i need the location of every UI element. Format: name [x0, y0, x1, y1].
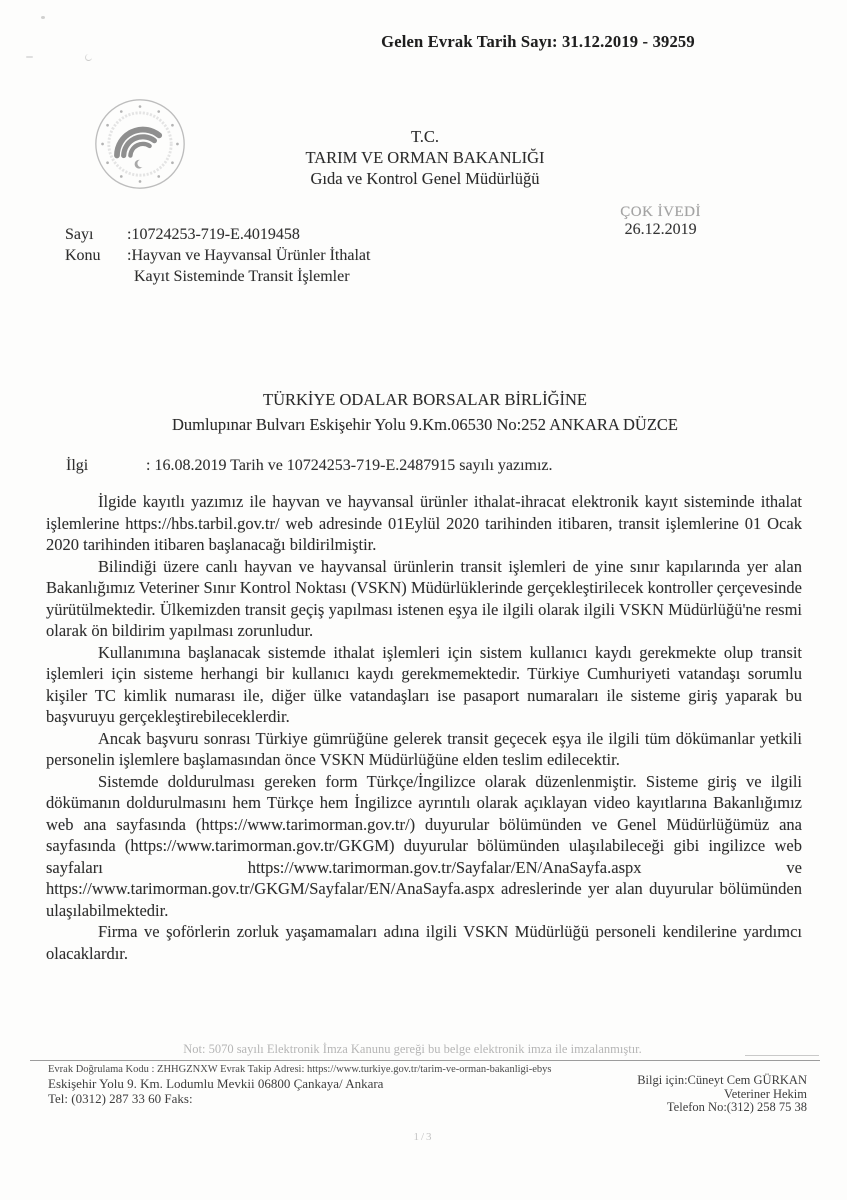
recipient-name: TÜRKİYE ODALAR BORSALAR BİRLİĞİNE — [262, 390, 588, 409]
recipient-block — [115, 387, 735, 437]
contact-phone: Telefon No:(312) 258 75 38 — [666, 1100, 807, 1114]
footer-telephone: Tel: (0312) 287 33 60 Faks: — [48, 1091, 193, 1106]
footer-left-block — [48, 1064, 551, 1106]
scan-artifact — [85, 54, 92, 61]
konu-value — [127, 245, 370, 287]
incoming-document-stamp: Gelen Evrak Tarih Sayı: 31.12.2019 - 39259 — [381, 32, 695, 51]
recipient-address: Dumlupınar Bulvarı Eskişehir Yolu 9.Km.06530 No:252 ANKARA DÜZCE — [171, 415, 678, 434]
body-paragraph: Bilindiği üzere canlı hayvan ve hayvansal ürünlerin transit işlemleri de yine sınır kapılarında yer alan Bakanlığımız Veteriner Sınır Kontrol Noktası (VSKN) Müdürlüklerinde gerçekleştirilecek kontroller çerçevesinde yürütülmektedir. Ülkemizden transit geçiş yapılması istenen eşya ile ilgili olarak ilgili VSKN Müdürlüğü'ne resmi olarak ön bildirim yapılması zorunludur. — [46, 556, 802, 640]
konu-label: Konu — [65, 247, 101, 264]
letter-body — [46, 491, 802, 964]
verification-code-line: Evrak Doğrulama Kodu : ZHHGZNXW Evrak Takip Adresi: https://www.turkiye.gov.tr/tarim-ve-orman-bakanligi-ebys — [48, 1064, 552, 1075]
electronic-signature-note: Not: 5070 sayılı Elektronik İmza Kanunu gereği bu belge elektronik imza ile imzalanmıştır. — [183, 1042, 642, 1056]
sayi-value: :10724253-719-E.4019458 — [127, 226, 300, 243]
body-paragraph: Firma ve şoförlerin zorluk yaşamamaları adına ilgili VSKN Müdürlüğü personeli kendilerine yardımcı olacaklardır. — [46, 922, 802, 963]
letterhead-ministry: TARIM VE ORMAN BAKANLIĞI — [305, 148, 545, 167]
document-date: 26.12.2019 — [624, 221, 697, 238]
page-number: 1/3 — [413, 1131, 434, 1143]
konu-value-line1: :Hayvan ve Hayvansal Ürünler İthalat — [127, 247, 371, 264]
body-paragraph: Kullanımına başlanacak sistemde ithalat işlemleri için sistem kullanıcı kaydı gerekmekte olup transit işlemleri için sisteme herhangi bir kullanıcı kaydı gerekmemektedir. Türkiye Cumhuriyeti vatandaşı sorumlu kişiler TC kimlik numarası ile, diğer ülke vatandaşları ise pasaport numaraları ile sisteme giriş yaparak bu başvuruyu gerçekleştirebileceklerdir. — [46, 642, 802, 726]
contact-title: Veteriner Hekim — [724, 1086, 807, 1101]
scan-artifact — [26, 56, 33, 58]
letterhead-directorate: Gıda ve Kontrol Genel Müdürlüğü — [310, 169, 540, 188]
scan-artifact-line — [745, 1055, 819, 1056]
reference-value: : 16.08.2019 Tarih ve 10724253-719-E.2487915 sayılı yazımız. — [146, 457, 553, 474]
sayi-row — [65, 224, 370, 245]
footer-divider — [30, 1060, 820, 1061]
sayi-label: Sayı — [65, 226, 94, 243]
reference-line — [66, 457, 553, 475]
konu-row — [65, 245, 370, 287]
footer-address: Eskişehir Yolu 9. Km. Lodumlu Mevkii 06800 Çankaya/ Ankara — [48, 1076, 384, 1091]
urgency-label: ÇOK İVEDİ — [620, 204, 701, 220]
letterhead-tc: T.C. — [410, 127, 440, 146]
body-paragraph: Ancak başvuru sonrası Türkiye gümrüğüne gelerek transit geçecek eşya ile ilgili tüm dökümanlar yetkili personelin işlemlere başlamasından önce VSKN Müdürlüğüne elden teslim edilecektir. — [46, 728, 802, 769]
body-paragraph: İlgide kayıtlı yazımız ile hayvan ve hayvansal ürünler ithalat-ihracat elektronik kayıt sisteminde ithalat işlemlerine https://hbs.tarbil.gov.tr/ web adresinde 01Eylül 2020 tarihinden itibaren, transit işlemlerine 01 Ocak 2020 tarihinden itibaren başlanacağı bildirilmiştir. — [46, 492, 802, 554]
body-paragraph: Sistemde doldurulması gereken form Türkçe/İngilizce olarak düzenlenmiştir. Sisteme giriş ve ilgili dökümanın doldurulmasını hem Türkçe hem İngilizce ayrıntılı olarak açıklayan video kayıtlarına Bakanlığımız web ana sayfasında (https://www.tarimorman.gov.tr/) duyurular bölümünden ve Genel Müdürlüğümüz ana sayfasında (https://www.tarimorman.gov.tr/GKGM) duyurular bölümünden ulaşılabileceği gibi ingilizce web sayfaları https://www.tarimorman.gov.tr/Sayfalar/EN/AnaSayfa.aspx ve https://www.tarimorman.gov.tr/GKGM/Sayfalar/EN/AnaSayfa.aspx adreslerinde yer alan duyurular bölümünden ulaşılabilmektedir. — [46, 771, 802, 920]
konu-value-line2: Kayıt Sisteminde Transit İşlemler — [134, 268, 350, 285]
footer-contact-block — [637, 1074, 807, 1115]
scan-artifact — [41, 16, 45, 19]
reference-label: İlgi — [66, 457, 89, 474]
document-meta — [65, 224, 370, 287]
contact-name: Bilgi için:Cüneyt Cem GÜRKAN — [637, 1073, 807, 1087]
letterhead — [115, 126, 735, 189]
urgency-block — [620, 203, 701, 239]
